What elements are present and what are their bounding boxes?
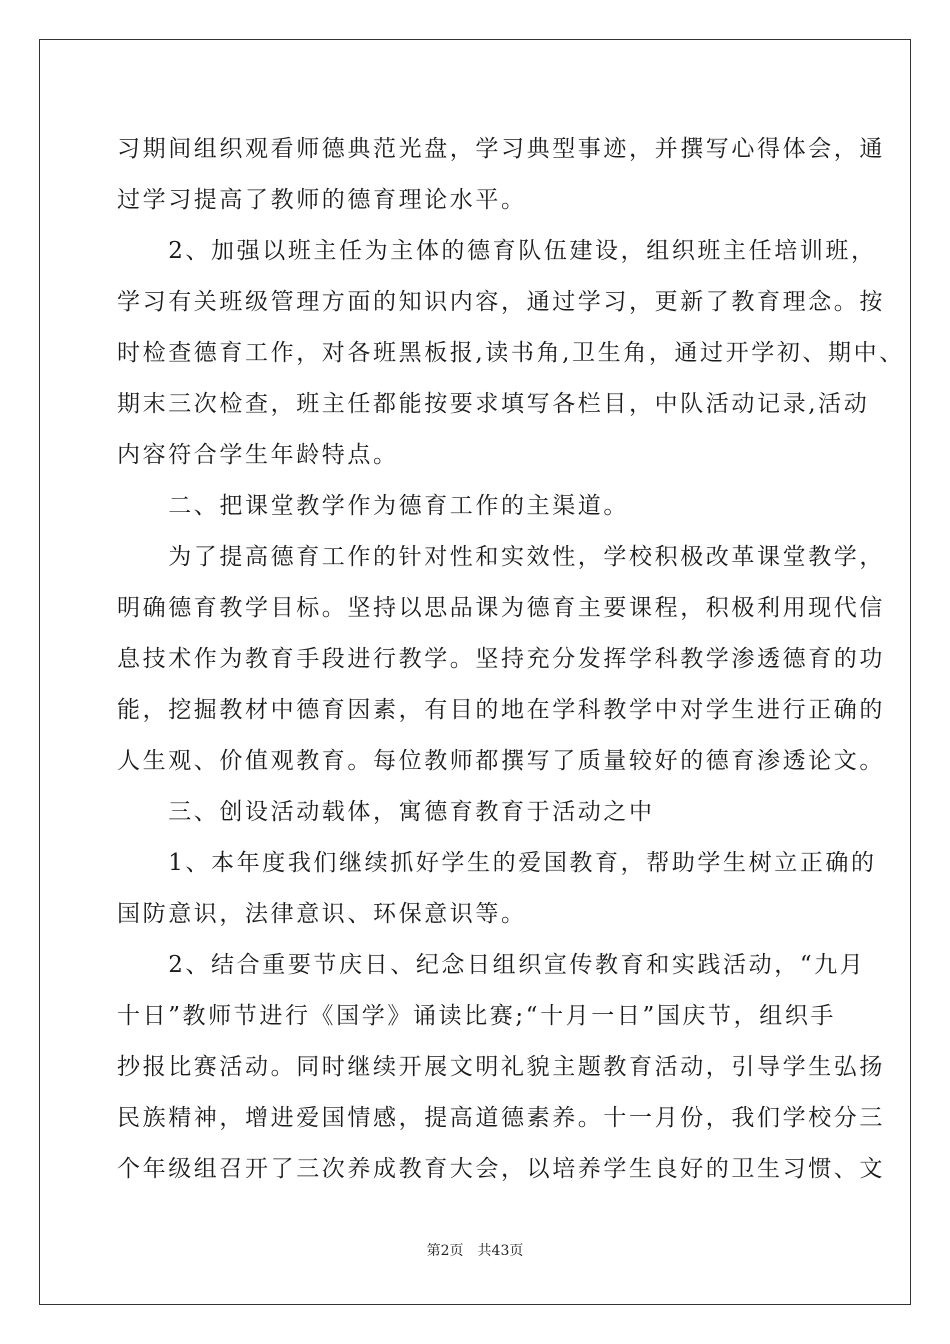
text-line: 习期间组织观看师德典范光盘，学习典型事迹，并撰写心得体会，通 [117,136,885,162]
text-line: 十日”教师节进行《国学》诵读比赛;“十月一日”国庆节，组织手 [117,1003,837,1029]
text-line: 明确德育教学目标。坚持以思品课为德育主要课程，积极利用现代信 [117,595,885,621]
text-line: 学习有关班级管理方面的知识内容，通过学习，更新了教育理念。按 [117,289,885,315]
section-heading: 三、创设活动载体，寓德育教育于活动之中 [117,799,655,825]
section-heading: 二、把课堂教学作为德育工作的主渠道。 [117,493,629,519]
text-line: 能，挖掘教材中德育因素，有目的地在学科教学中对学生进行正确的 [117,697,885,723]
page-footer [0,1242,950,1260]
text-line: 个年级组召开了三次养成教育大会，以培养学生良好的卫生习惯、文 [117,1156,885,1182]
page-total: 共43页 [477,1243,524,1259]
text-line: 国防意识，法律意识、环保意识等。 [117,901,527,927]
text-line: 民族精神，增进爱国情感，提高道德素养。十一月份，我们学校分三 [117,1105,885,1131]
text-line: 抄报比赛活动。同时继续开展文明礼貌主题教育活动，引导学生弘扬 [117,1054,885,1080]
text-line: 内容符合学生年龄特点。 [117,442,399,468]
text-line: 2、加强以班主任为主体的德育队伍建设，组织班主任培训班， [117,238,877,264]
text-line: 1、本年度我们继续抓好学生的爱国教育，帮助学生树立正确的 [117,850,877,876]
text-line: 为了提高德育工作的针对性和实效性，学校积极改革课堂教学， [117,544,885,570]
text-line: 过学习提高了教师的德育理论水平。 [117,187,527,213]
text-line: 期末三次检查，班主任都能按要求填写各栏目，中队活动记录,活动 [117,391,870,417]
text-line: 时检查德育工作，对各班黑板报,读书角,卫生角，通过开学初、期中、 [117,340,905,366]
text-line: 人生观、价值观教育。每位教师都撰写了质量较好的德育渗透论文。 [117,748,885,774]
text-line: 息技术作为教育手段进行教学。坚持充分发挥学科教学渗透德育的功 [117,646,885,672]
page-number: 第2页 [426,1243,464,1259]
text-line: 2、结合重要节庆日、纪念日组织宣传教育和实践活动，“九月 [117,952,866,978]
